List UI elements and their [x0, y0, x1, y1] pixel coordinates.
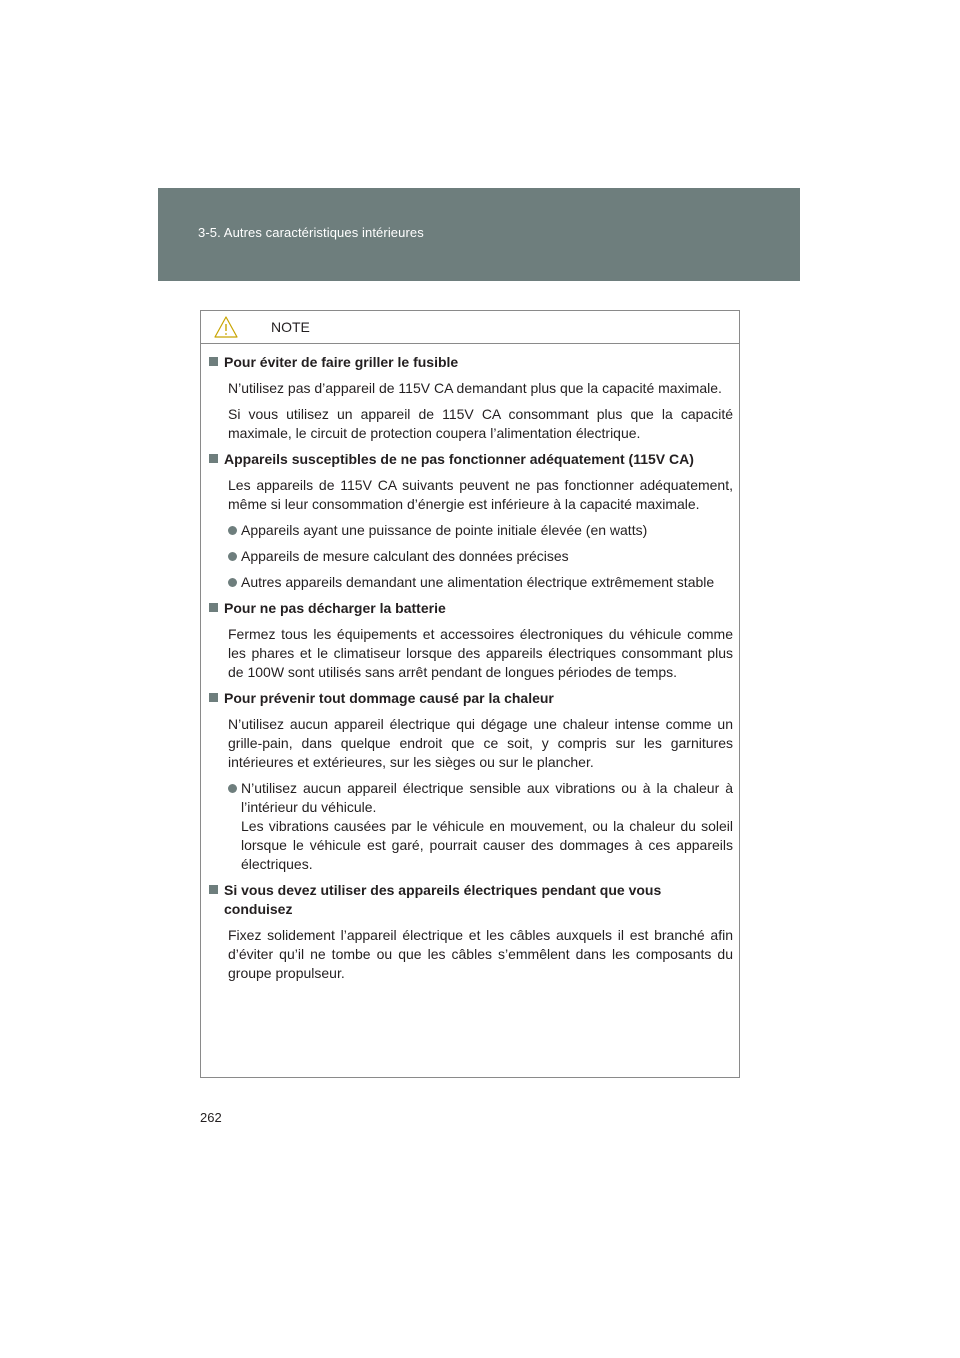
list-item: Appareils de mesure calculant des données précises	[228, 547, 733, 566]
list-item: Autres appareils demandant une alimentation électrique extrêmement stable	[228, 573, 733, 592]
section-heading: Pour ne pas décharger la batterie	[209, 599, 733, 618]
note-body	[201, 344, 739, 983]
circle-bullet-icon	[228, 552, 237, 561]
square-bullet-icon	[209, 454, 218, 463]
section-heading: Si vous devez utiliser des appareils électriques pendant que vous conduisez	[209, 881, 733, 919]
section-heading: Appareils susceptibles de ne pas fonctionner adéquatement (115V CA)	[209, 450, 733, 469]
circle-bullet-icon	[228, 526, 237, 535]
section-title: 3-5. Autres caractéristiques intérieures	[198, 225, 424, 240]
list-item: N’utilisez aucun appareil électrique sensible aux vibrations ou à la chaleur à l’intérieur du véhicule. Les vibrations causées par le véhicule en mouvement, ou la chaleur du soleil lorsque le véhicule est garé, pourrait causer des dommages à ces appareils électriques.	[228, 779, 733, 874]
square-bullet-icon	[209, 885, 218, 894]
paragraph: Fermez tous les équipements et accessoires électroniques du véhicule comme les phares et le climatiseur lorsque des appareils électriques consommant plus de 100W sont utilisés sans arrêt pendant de longues périodes de temps.	[228, 626, 733, 680]
paragraph: Les appareils de 115V CA suivants peuvent ne pas fonctionner adéquatement, même si leur consommation d’énergie est inférieure à la capacité maximale.	[228, 477, 733, 512]
note-box	[200, 310, 740, 1078]
circle-bullet-icon	[228, 578, 237, 587]
square-bullet-icon	[209, 693, 218, 702]
paragraph: N’utilisez pas d’appareil de 115V CA demandant plus que la capacité maximale.	[228, 380, 722, 396]
note-label: NOTE	[271, 319, 310, 335]
paragraph: Si vous utilisez un appareil de 115V CA consommant plus que la capacité maximale, le circuit de protection coupera l’alimentation électrique.	[228, 406, 733, 441]
note-header	[201, 311, 739, 344]
page-number: 262	[200, 1110, 222, 1125]
section-heading: Pour éviter de faire griller le fusible	[209, 353, 733, 372]
circle-bullet-icon	[228, 784, 237, 793]
paragraph: N’utilisez aucun appareil électrique qui dégage une chaleur intense comme un grille-pain, dans quelque endroit que ce soit, y compris sur les garnitures intérieures et extérieures, sur les sièges ou sur le plancher.	[228, 716, 733, 770]
list-item: Appareils ayant une puissance de pointe initiale élevée (en watts)	[228, 521, 733, 540]
section-heading: Pour prévenir tout dommage causé par la chaleur	[209, 689, 733, 708]
section-header-band	[158, 188, 800, 281]
paragraph: Fixez solidement l’appareil électrique et les câbles auxquels il est branché afin d’éviter qu’il ne tombe ou que les câbles s’emmêlent dans les composants du groupe propulseur.	[228, 927, 733, 981]
square-bullet-icon	[209, 603, 218, 612]
warning-triangle-icon	[213, 315, 239, 339]
square-bullet-icon	[209, 357, 218, 366]
